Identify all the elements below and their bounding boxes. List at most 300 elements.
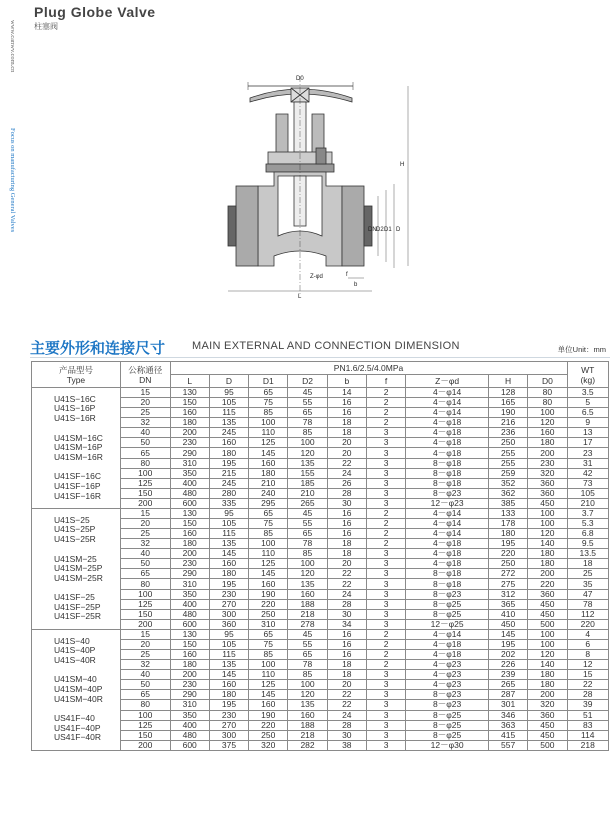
table-cell: 160 <box>288 710 327 720</box>
company-slogan: Focus on manufacturing General Valves <box>9 128 16 233</box>
table-cell: 4－φ14 <box>406 529 489 539</box>
col-zd-header: Z－φd <box>406 375 489 388</box>
table-cell: 245 <box>209 478 248 488</box>
table-cell: 195 <box>209 700 248 710</box>
dim-d1-label: D1 <box>384 227 392 233</box>
table-cell: 28 <box>327 488 366 498</box>
table-cell: 415 <box>488 730 527 740</box>
table-cell: 85 <box>249 529 288 539</box>
table-cell: 2 <box>366 388 405 398</box>
col-type-header: 产品型号 Type <box>32 362 121 388</box>
table-cell: 3 <box>366 690 405 700</box>
table-cell: 320 <box>528 700 567 710</box>
table-cell: 450 <box>528 730 567 740</box>
table-cell: 9.5 <box>567 539 608 549</box>
table-cell: 160 <box>288 589 327 599</box>
table-cell: 55 <box>288 398 327 408</box>
table-cell: 100 <box>528 508 567 518</box>
type-group <box>54 714 120 743</box>
table-cell: 210 <box>567 498 608 508</box>
type-group <box>54 434 120 463</box>
table-cell: 216 <box>488 418 527 428</box>
table-cell: 4－φ18 <box>406 559 489 569</box>
table-cell: 8－φ23 <box>406 589 489 599</box>
table-cell: 4－φ18 <box>406 539 489 549</box>
table-cell: 22 <box>327 569 366 579</box>
col-d2-header: D2 <box>288 375 327 388</box>
model-code: U41SF−16R <box>54 490 102 501</box>
table-cell: 160 <box>170 529 209 539</box>
table-cell: 14 <box>327 388 366 398</box>
table-cell: 272 <box>488 569 527 579</box>
table-cell: 180 <box>209 448 248 458</box>
model-code: U41SM−40P <box>54 684 103 695</box>
table-cell: 150 <box>170 519 209 529</box>
table-cell: 18 <box>567 559 608 569</box>
table-cell: 73 <box>567 478 608 488</box>
table-cell: 80 <box>120 700 170 710</box>
table-cell: 31 <box>567 458 608 468</box>
table-cell: 350 <box>170 710 209 720</box>
table-cell: 335 <box>209 498 248 508</box>
table-cell: 4－φ18 <box>406 448 489 458</box>
table-cell: 8－φ18 <box>406 478 489 488</box>
table-cell: 65 <box>288 408 327 418</box>
table-cell: 120 <box>528 529 567 539</box>
table-cell: 18 <box>327 549 366 559</box>
table-cell: 4－φ18 <box>406 418 489 428</box>
table-cell: 160 <box>209 559 248 569</box>
table-cell: 375 <box>209 740 248 750</box>
table-cell: 145 <box>249 569 288 579</box>
table-cell: 78 <box>288 660 327 670</box>
table-cell: 100 <box>120 710 170 720</box>
table-cell: 250 <box>488 438 527 448</box>
table-cell: 259 <box>488 468 527 478</box>
table-cell: 4－φ14 <box>406 388 489 398</box>
table-cell: 45 <box>288 388 327 398</box>
table-cell: 125 <box>120 720 170 730</box>
type-group <box>54 593 120 622</box>
col-b-header: b <box>327 375 366 388</box>
section-title-cn: 主要外形和连接尺寸 <box>30 340 166 357</box>
table-cell: 180 <box>528 680 567 690</box>
table-cell: 47 <box>567 589 608 599</box>
dim-dn-label: DN <box>368 227 377 233</box>
table-cell: 200 <box>170 428 209 438</box>
table-cell: 20 <box>327 448 366 458</box>
table-cell: 18 <box>327 660 366 670</box>
table-cell: 65 <box>120 448 170 458</box>
table-cell: 85 <box>288 428 327 438</box>
table-cell: 245 <box>209 428 248 438</box>
table-cell: 218 <box>288 609 327 619</box>
table-cell: 220 <box>249 599 288 609</box>
table-cell: 85 <box>288 670 327 680</box>
table-cell: 2 <box>366 660 405 670</box>
col-h-header: H <box>488 375 527 388</box>
table-cell: 3 <box>366 619 405 629</box>
table-cell: 300 <box>209 730 248 740</box>
table-cell: 24 <box>327 468 366 478</box>
table-cell: 16 <box>327 529 366 539</box>
table-cell: 362 <box>488 488 527 498</box>
table-cell: 2 <box>366 519 405 529</box>
table-cell: 2 <box>366 639 405 649</box>
table-cell: 195 <box>209 458 248 468</box>
table-cell: 255 <box>488 458 527 468</box>
table-cell: 160 <box>170 408 209 418</box>
table-cell: 115 <box>209 408 248 418</box>
table-cell: 4－φ23 <box>406 670 489 680</box>
table-cell: 202 <box>488 650 527 660</box>
table-cell: 25 <box>120 529 170 539</box>
table-cell: 301 <box>488 700 527 710</box>
type-cell <box>32 388 121 509</box>
table-cell: 100 <box>249 660 288 670</box>
col-d-header: D <box>209 375 248 388</box>
table-cell: 278 <box>288 619 327 629</box>
table-cell: 3 <box>366 589 405 599</box>
table-cell: 34 <box>327 619 366 629</box>
table-cell: 110 <box>249 428 288 438</box>
type-group <box>54 516 120 545</box>
model-code: U41S−16P <box>54 403 96 414</box>
table-cell: 480 <box>170 730 209 740</box>
table-cell: 8－φ25 <box>406 730 489 740</box>
table-cell: 220 <box>249 720 288 730</box>
table-cell: 8－φ18 <box>406 569 489 579</box>
table-cell: 135 <box>288 458 327 468</box>
product-title: Plug Globe Valve <box>34 4 156 20</box>
table-cell: 95 <box>209 508 248 518</box>
table-cell: 4－φ18 <box>406 549 489 559</box>
table-cell: 83 <box>567 720 608 730</box>
model-code: U41SF−16P <box>54 480 101 491</box>
type-group <box>54 472 120 501</box>
table-cell: 78 <box>288 418 327 428</box>
table-cell: 100 <box>288 438 327 448</box>
table-cell: 190 <box>488 408 527 418</box>
table-cell: 135 <box>209 539 248 549</box>
table-cell: 365 <box>488 599 527 609</box>
table-cell: 3 <box>366 730 405 740</box>
table-cell: 450 <box>528 720 567 730</box>
col-d0-header: D0 <box>528 375 567 388</box>
table-cell: 16 <box>327 398 366 408</box>
table-cell: 45 <box>288 508 327 518</box>
model-code: U41SM−16C <box>54 432 103 443</box>
model-code: U41S−40 <box>54 635 90 646</box>
table-cell: 125 <box>249 559 288 569</box>
col-d1-header: D1 <box>249 375 288 388</box>
table-cell: 190 <box>249 589 288 599</box>
table-cell: 265 <box>488 680 527 690</box>
table-cell: 480 <box>170 488 209 498</box>
table-cell: 557 <box>488 740 527 750</box>
table-cell: 22 <box>327 700 366 710</box>
table-cell: 6.8 <box>567 529 608 539</box>
table-cell: 120 <box>288 448 327 458</box>
table-cell: 25 <box>567 569 608 579</box>
table-cell: 3 <box>366 579 405 589</box>
table-cell: 2 <box>366 398 405 408</box>
table-cell: 3 <box>366 720 405 730</box>
table-cell: 3 <box>366 478 405 488</box>
table-cell: 110 <box>249 549 288 559</box>
table-cell: 130 <box>170 508 209 518</box>
table-cell: 236 <box>488 428 527 438</box>
dim-l-label: L <box>298 294 302 300</box>
table-cell: 32 <box>120 418 170 428</box>
table-cell: 600 <box>170 498 209 508</box>
table-cell: 3 <box>366 680 405 690</box>
table-cell: 13 <box>567 428 608 438</box>
table-cell: 6.5 <box>567 408 608 418</box>
table-cell: 42 <box>567 468 608 478</box>
col-f-header: f <box>366 375 405 388</box>
table-cell: 18 <box>327 428 366 438</box>
table-header-row <box>32 362 609 375</box>
catalog-header <box>34 4 156 32</box>
table-cell: 8－φ25 <box>406 710 489 720</box>
model-code: US41F−40 <box>54 713 95 724</box>
table-cell: 346 <box>488 710 527 720</box>
table-cell: 28 <box>327 720 366 730</box>
table-cell: 65 <box>120 569 170 579</box>
table-cell: 145 <box>249 448 288 458</box>
table-cell: 16 <box>327 629 366 639</box>
table-cell: 39 <box>567 700 608 710</box>
table-cell: 55 <box>288 639 327 649</box>
table-cell: 100 <box>120 468 170 478</box>
table-cell: 2 <box>366 629 405 639</box>
table-cell: 290 <box>170 569 209 579</box>
table-cell: 20 <box>120 639 170 649</box>
model-code: U41SF−25 <box>54 592 95 603</box>
model-code: U41SM−40R <box>54 693 103 704</box>
table-cell: 114 <box>567 730 608 740</box>
table-cell: 32 <box>120 539 170 549</box>
table-cell: 160 <box>249 579 288 589</box>
table-cell: 125 <box>120 599 170 609</box>
table-cell: 282 <box>288 740 327 750</box>
table-cell: 22 <box>327 579 366 589</box>
table-cell: 160 <box>209 680 248 690</box>
type-cell <box>32 508 121 629</box>
table-cell: 145 <box>209 670 248 680</box>
table-cell: 480 <box>170 609 209 619</box>
table-cell: 180 <box>170 418 209 428</box>
table-cell: 200 <box>170 670 209 680</box>
table-cell: 8－φ25 <box>406 720 489 730</box>
table-cell: 180 <box>170 660 209 670</box>
table-cell: 3 <box>366 498 405 508</box>
table-cell: 28 <box>567 690 608 700</box>
table-cell: 80 <box>120 579 170 589</box>
table-cell: 310 <box>249 619 288 629</box>
table-cell: 12－φ25 <box>406 619 489 629</box>
table-cell: 5.3 <box>567 519 608 529</box>
table-cell: 178 <box>488 519 527 529</box>
table-cell: 4－φ14 <box>406 408 489 418</box>
dim-h-label: H <box>400 162 405 168</box>
table-cell: 160 <box>209 438 248 448</box>
table-cell: 239 <box>488 670 527 680</box>
model-code: U41SM−16P <box>54 442 103 453</box>
table-cell: 3 <box>366 740 405 750</box>
table-cell: 16 <box>327 519 366 529</box>
dim-f-label: f <box>346 272 348 278</box>
table-cell: 3.5 <box>567 388 608 398</box>
table-cell: 105 <box>209 398 248 408</box>
table-cell: 320 <box>249 740 288 750</box>
side-banner <box>4 20 16 250</box>
table-cell: 4－φ14 <box>406 519 489 529</box>
table-cell: 230 <box>528 458 567 468</box>
table-cell: 200 <box>120 740 170 750</box>
table-cell: 110 <box>249 670 288 680</box>
table-cell: 230 <box>170 559 209 569</box>
table-cell: 135 <box>288 579 327 589</box>
table-cell: 35 <box>567 579 608 589</box>
section-title-en: MAIN EXTERNAL AND CONNECTION DIMENSION <box>192 340 460 352</box>
table-cell: 15 <box>120 508 170 518</box>
table-cell: 128 <box>488 388 527 398</box>
table-row <box>32 388 609 398</box>
table-cell: 160 <box>528 428 567 438</box>
model-code: U41S−40R <box>54 654 96 665</box>
table-cell: 230 <box>170 438 209 448</box>
table-cell: 22 <box>327 690 366 700</box>
table-cell: 135 <box>209 660 248 670</box>
table-cell: 115 <box>209 529 248 539</box>
table-cell: 130 <box>170 388 209 398</box>
model-code: U41S−25 <box>54 514 90 525</box>
table-cell: 100 <box>288 559 327 569</box>
table-cell: 360 <box>528 710 567 720</box>
table-cell: 200 <box>120 619 170 629</box>
table-cell: 100 <box>528 639 567 649</box>
table-cell: 18 <box>327 539 366 549</box>
table-cell: 40 <box>120 670 170 680</box>
table-cell: 250 <box>488 559 527 569</box>
table-cell: 30 <box>327 498 366 508</box>
table-cell: 3.7 <box>567 508 608 518</box>
table-cell: 180 <box>488 529 527 539</box>
table-cell: 4－φ18 <box>406 650 489 660</box>
table-cell: 8－φ25 <box>406 599 489 609</box>
table-cell: 25 <box>120 650 170 660</box>
table-cell: 3 <box>366 468 405 478</box>
table-cell: 3 <box>366 569 405 579</box>
table-cell: 2 <box>366 418 405 428</box>
table-cell: 180 <box>528 549 567 559</box>
dimension-table <box>31 361 609 751</box>
table-cell: 290 <box>170 690 209 700</box>
table-row <box>32 508 609 518</box>
dim-d-label: D <box>396 227 401 233</box>
table-cell: 16 <box>327 650 366 660</box>
table-cell: 3 <box>366 549 405 559</box>
table-cell: 4－φ18 <box>406 438 489 448</box>
table-cell: 140 <box>528 660 567 670</box>
table-cell: 600 <box>170 740 209 750</box>
model-code: U41S−25R <box>54 533 96 544</box>
unit-label: 单位Unit：mm <box>557 345 606 354</box>
table-cell: 17 <box>567 438 608 448</box>
table-cell: 100 <box>528 408 567 418</box>
table-cell: 226 <box>488 660 527 670</box>
table-cell: 75 <box>249 398 288 408</box>
table-cell: 80 <box>120 458 170 468</box>
type-group <box>54 675 120 704</box>
table-cell: 180 <box>209 569 248 579</box>
table-cell: 120 <box>288 569 327 579</box>
table-cell: 100 <box>120 589 170 599</box>
table-cell: 360 <box>209 619 248 629</box>
model-code: U41SF−25R <box>54 611 102 622</box>
table-cell: 3 <box>366 710 405 720</box>
table-cell: 20 <box>327 438 366 448</box>
type-group <box>54 555 120 584</box>
col-dn-header: 公称通径 DN <box>120 362 170 388</box>
table-cell: 8－φ18 <box>406 579 489 589</box>
table-cell: 75 <box>249 519 288 529</box>
table-cell: 352 <box>488 478 527 488</box>
table-cell: 188 <box>288 720 327 730</box>
table-cell: 8－φ23 <box>406 690 489 700</box>
table-cell: 125 <box>249 438 288 448</box>
table-cell: 180 <box>170 539 209 549</box>
table-cell: 24 <box>327 589 366 599</box>
table-cell: 28 <box>327 599 366 609</box>
table-cell: 3 <box>366 448 405 458</box>
model-code: U41SM−40 <box>54 674 97 685</box>
table-cell: 160 <box>249 700 288 710</box>
table-cell: 65 <box>288 529 327 539</box>
table-cell: 400 <box>170 720 209 730</box>
table-cell: 2 <box>366 539 405 549</box>
table-cell: 105 <box>209 639 248 649</box>
table-cell: 3 <box>366 609 405 619</box>
model-code: U41SM−25R <box>54 572 103 583</box>
table-cell: 385 <box>488 498 527 508</box>
table-cell: 4－φ18 <box>406 428 489 438</box>
table-cell: 100 <box>249 539 288 549</box>
table-cell: 40 <box>120 549 170 559</box>
table-cell: 200 <box>120 498 170 508</box>
table-cell: 250 <box>249 609 288 619</box>
table-cell: 85 <box>249 408 288 418</box>
table-cell: 230 <box>209 710 248 720</box>
table-cell: 450 <box>528 609 567 619</box>
table-cell: 85 <box>288 549 327 559</box>
table-cell: 220 <box>567 619 608 629</box>
section-heading <box>30 337 610 357</box>
table-cell: 600 <box>170 619 209 629</box>
table-cell: 15 <box>120 629 170 639</box>
table-cell: 135 <box>209 418 248 428</box>
table-cell: 4－φ14 <box>406 398 489 408</box>
table-cell: 265 <box>288 498 327 508</box>
table-cell: 145 <box>488 629 527 639</box>
table-cell: 180 <box>528 559 567 569</box>
table-cell: 78 <box>567 599 608 609</box>
model-code: U41S−25P <box>54 524 96 535</box>
table-cell: 4－φ14 <box>406 629 489 639</box>
table-cell: 180 <box>249 468 288 478</box>
